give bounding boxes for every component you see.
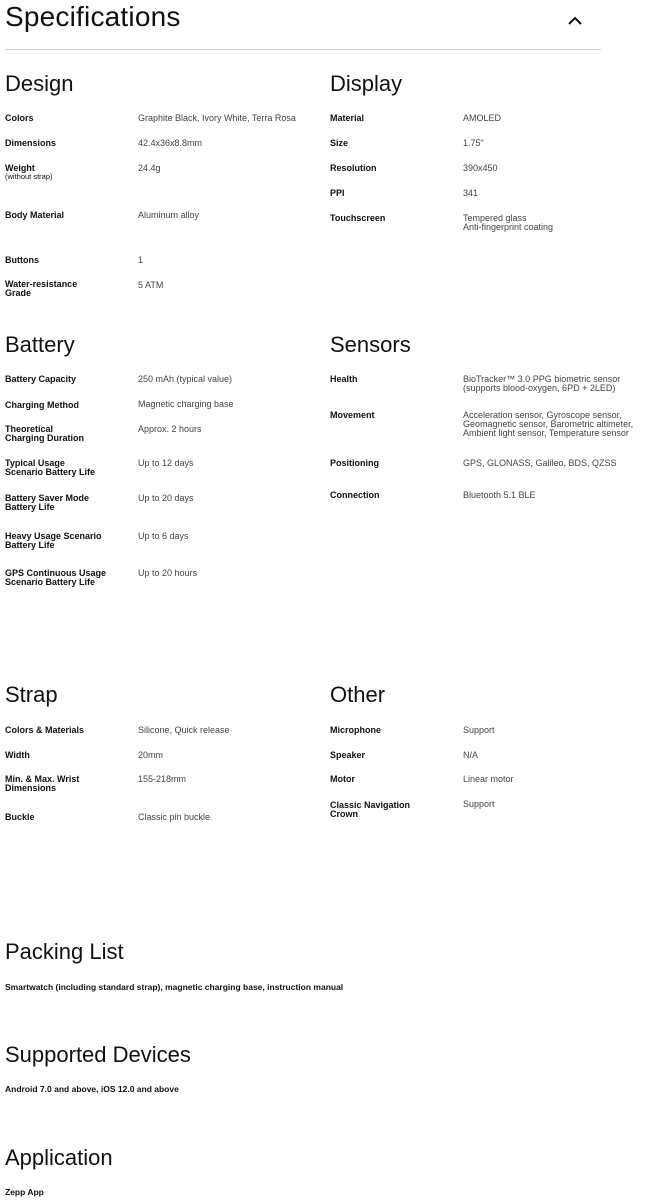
collapse-toggle[interactable] [563,9,587,33]
spec-value: Graphite Black, Ivory White, Terra Rosa [138,113,296,123]
spec-value-line: Tempered glass [463,213,527,223]
spec-value: AMOLED [463,113,502,123]
spec-value: N/A [463,750,479,760]
section-title-battery: Battery [5,332,75,357]
spec-value: Silicone, Quick release [138,725,230,735]
spec-value: Classic pin buckle [138,812,211,822]
spec-label: Microphone [330,725,381,735]
spec-label-line: Battery Life [5,540,55,550]
spec-label: Battery Capacity [5,374,77,384]
spec-value-line: Geomagnetic sensor, Barometric altimeter, [463,419,634,429]
spec-value [463,411,633,438]
divider [5,49,601,50]
spec-value: GPS, GLONASS, Galileo, BDS, QZSS [463,458,617,468]
spec-sublabel: (without strap) [5,172,53,181]
section-title-supported-devices: Supported Devices [5,1042,191,1067]
spec-label: Colors [5,113,34,123]
spec-label-line: Dimensions [5,783,57,793]
spec-label [5,164,53,181]
spec-value: Magnetic charging base [138,399,234,409]
spec-label-line: Min. & Max. Wrist [5,774,80,784]
spec-value: 24.4g [138,163,161,173]
spec-value: 390x450 [463,163,498,173]
spec-label: Touchscreen [330,213,386,223]
spec-label [5,280,77,298]
spec-value-line: BioTracker™ 3.0 PPG biometric sensor [463,374,621,384]
spec-value: 341 [463,188,479,198]
spec-value: 5 ATM [138,280,164,290]
spec-label-line: Classic Navigation [330,800,411,810]
spec-label [5,459,95,477]
spec-value-line: Acceleration sensor, Gyroscope sensor, [463,410,622,420]
spec-value: Up to 6 days [138,531,189,541]
section-title-design: Design [5,71,74,96]
spec-label-line: Grade [5,288,32,298]
spec-value-line: (supports blood-oxygen, 6PD + 2LED) [463,383,616,393]
spec-label: Material [330,113,365,123]
spec-label-line: Heavy Usage Scenario [5,531,102,541]
spec-label: Dimensions [5,138,57,148]
spec-label-line: Battery Life [5,502,55,512]
spec-label-text: Weight [5,163,35,173]
spec-label: Size [330,138,349,148]
chevron-up-icon [563,9,587,33]
spec-label: Buttons [5,255,39,265]
spec-value [463,214,553,232]
spec-value: Up to 20 days [138,493,194,503]
spec-label: Width [5,750,30,760]
spec-label-line: Crown [330,809,358,819]
spec-label: Movement [330,410,375,420]
spec-label [5,569,106,587]
spec-value: Linear motor [463,774,514,784]
spec-value: Support [463,725,495,735]
spec-label-line: Theoretical [5,424,54,434]
spec-label: Motor [330,774,355,784]
spec-label-line: Water-resistance [5,279,78,289]
spec-label [330,801,410,819]
spec-label [5,532,102,550]
spec-value: 1 [138,255,144,265]
section-title-sensors: Sensors [330,332,411,357]
spec-value [463,375,620,393]
spec-value: Up to 12 days [138,458,194,468]
spec-label: Colors & Materials [5,725,85,735]
section-title-strap: Strap [5,682,58,707]
spec-value: Approx. 2 hours [138,424,202,434]
spec-label [5,494,89,512]
spec-label: Body Material [5,210,65,220]
supported-devices-text: Android 7.0 and above, iOS 12.0 and above [5,1084,179,1094]
page-title: Specifications [5,1,181,32]
spec-value: 42.4x36x8.8mm [138,138,203,148]
spec-value: Bluetooth 5.1 BLE [463,490,536,500]
spec-value-line: Anti-fingerprint coating [463,222,554,232]
spec-label: Positioning [330,458,379,468]
spec-label: Charging Method [5,400,79,410]
spec-label: Health [330,374,358,384]
spec-label-line: GPS Continuous Usage [5,568,107,578]
spec-label: Speaker [330,750,366,760]
spec-value: 250 mAh (typical value) [138,374,233,384]
spec-label-line: Scenario Battery Life [5,577,96,587]
spec-label-line: Typical Usage [5,458,65,468]
spec-label-line: Battery Saver Mode [5,493,90,503]
spec-label: Connection [330,490,380,500]
packing-list-text: Smartwatch (including standard strap), magnetic charging base, instruction manual [5,982,344,992]
section-title-display: Display [330,71,403,96]
spec-label: Buckle [5,812,35,822]
spec-value-line: Ambient light sensor, Temperature sensor [463,428,629,438]
spec-value: Aluminum alloy [138,210,200,220]
section-title-packing-list: Packing List [5,939,124,964]
spec-value: Up to 20 hours [138,568,198,578]
spec-label [5,425,84,443]
spec-label-line: Scenario Battery Life [5,467,96,477]
application-text: Zepp App [5,1187,44,1197]
section-title-application: Application [5,1145,113,1170]
spec-label-line: Charging Duration [5,433,84,443]
spec-value: Support [463,799,495,809]
spec-label: Resolution [330,163,377,173]
section-title-other: Other [330,682,386,707]
spec-label: PPI [330,188,345,198]
spec-value: 155-218mm [138,774,187,784]
spec-value: 20mm [138,750,164,760]
spec-label [5,775,79,793]
spec-value: 1.75" [463,138,484,148]
